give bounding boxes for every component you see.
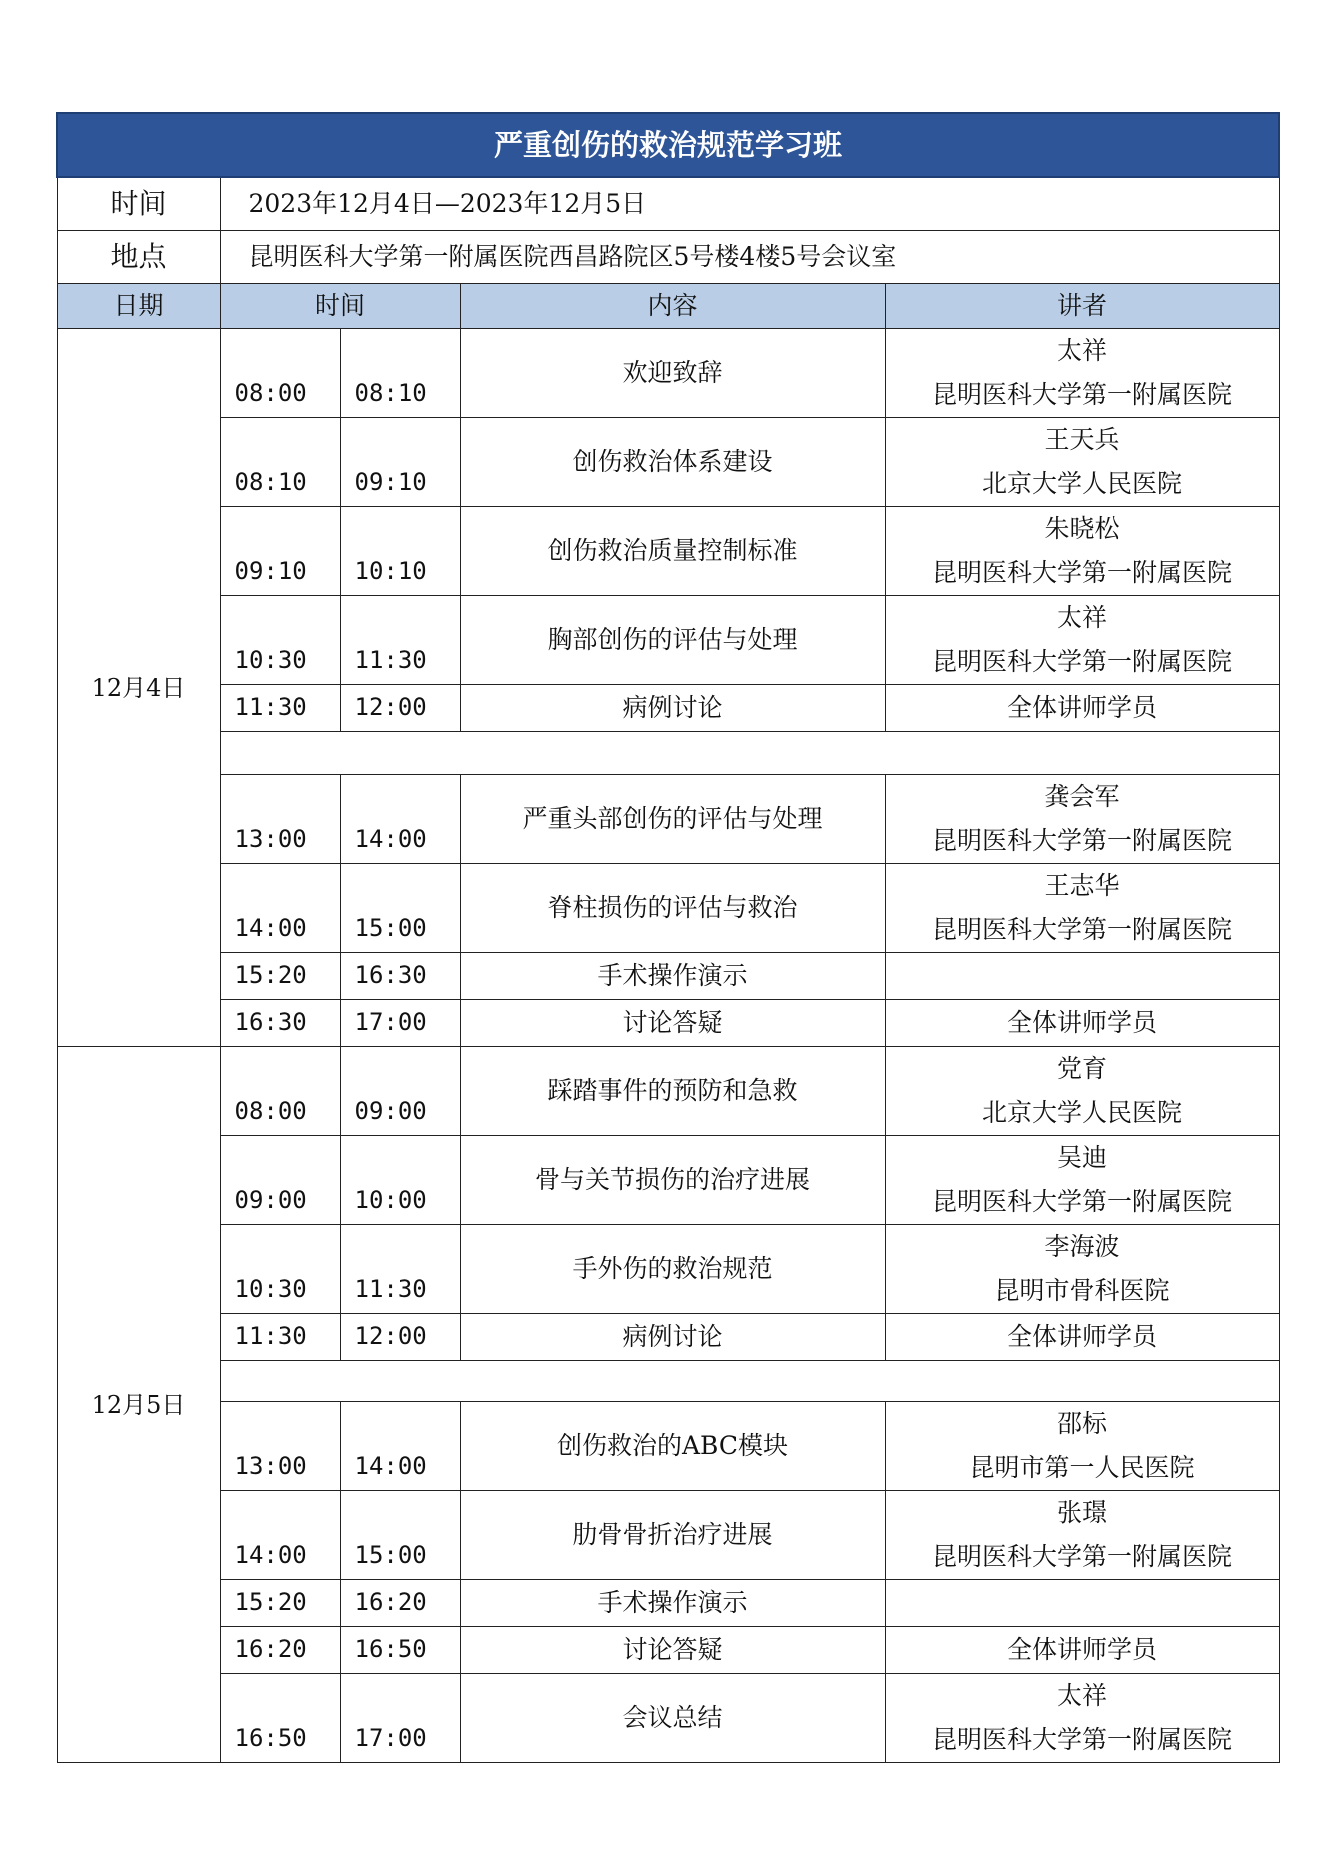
start-time: 08:10	[220, 418, 340, 507]
header-content: 内容	[460, 284, 885, 329]
speaker-cell	[885, 1580, 1279, 1627]
schedule-row	[57, 418, 1279, 507]
schedule-row	[57, 329, 1279, 418]
start-time: 08:00	[220, 1047, 340, 1136]
speaker-cell	[885, 1402, 1279, 1491]
speaker-name: 吴迪	[1057, 1143, 1108, 1172]
place-value: 昆明医科大学第一附属医院西昌路院区5号楼4楼5号会议室	[220, 231, 1279, 284]
speaker-organization: 昆明医科大学第一附属医院	[932, 380, 1233, 409]
speaker-name: 太祥	[1057, 336, 1108, 365]
speaker-name: 朱晓松	[1044, 514, 1120, 543]
day-date-cell: 12月4日	[57, 329, 220, 1047]
end-time: 16:30	[340, 953, 460, 1000]
end-time: 08:10	[340, 329, 460, 418]
speaker-name: 李海波	[1044, 1232, 1120, 1261]
start-time: 11:30	[220, 685, 340, 732]
start-time: 16:30	[220, 1000, 340, 1047]
session-content: 讨论答疑	[460, 1000, 885, 1047]
day-date-cell: 12月5日	[57, 1047, 220, 1763]
end-time: 15:00	[340, 1491, 460, 1580]
schedule-row	[57, 953, 1279, 1000]
session-content: 手术操作演示	[460, 1580, 885, 1627]
speaker-organization: 昆明医科大学第一附属医院	[932, 647, 1233, 676]
speaker-name: 王天兵	[1044, 425, 1120, 454]
speaker-cell	[885, 864, 1279, 953]
schedule-row	[57, 1580, 1279, 1627]
session-content: 手外伤的救治规范	[460, 1225, 885, 1314]
speaker-cell	[885, 596, 1279, 685]
start-time: 13:00	[220, 1402, 340, 1491]
start-time: 15:20	[220, 953, 340, 1000]
speaker-organization: 昆明市第一人民医院	[969, 1453, 1195, 1482]
speaker-cell	[885, 1314, 1279, 1361]
end-time: 12:00	[340, 685, 460, 732]
start-time: 11:30	[220, 1314, 340, 1361]
end-time: 12:00	[340, 1314, 460, 1361]
schedule-row	[57, 1674, 1279, 1763]
start-time: 14:00	[220, 864, 340, 953]
speaker-name: 全体讲师学员	[1007, 1322, 1158, 1351]
start-time: 10:30	[220, 596, 340, 685]
schedule-row	[57, 596, 1279, 685]
schedule-row	[57, 1136, 1279, 1225]
schedule-row	[57, 775, 1279, 864]
column-header-row	[57, 284, 1279, 329]
schedule-row	[57, 1627, 1279, 1674]
start-time: 14:00	[220, 1491, 340, 1580]
session-content: 踩踏事件的预防和急救	[460, 1047, 885, 1136]
speaker-cell	[885, 418, 1279, 507]
session-content: 创伤救治体系建设	[460, 418, 885, 507]
speaker-organization: 北京大学人民医院	[982, 469, 1183, 498]
end-time: 09:00	[340, 1047, 460, 1136]
speaker-organization: 昆明医科大学第一附属医院	[932, 915, 1233, 944]
speaker-cell	[885, 1674, 1279, 1763]
session-content: 欢迎致辞	[460, 329, 885, 418]
start-time: 10:30	[220, 1225, 340, 1314]
header-date: 日期	[57, 284, 220, 329]
time-label: 时间	[57, 177, 220, 231]
session-content: 病例讨论	[460, 685, 885, 732]
speaker-cell	[885, 1491, 1279, 1580]
end-time: 17:00	[340, 1000, 460, 1047]
break-row	[57, 732, 1279, 775]
lunch-break-cell	[220, 1361, 1279, 1402]
session-content: 病例讨论	[460, 1314, 885, 1361]
end-time: 17:00	[340, 1674, 460, 1763]
speaker-organization: 昆明市骨科医院	[994, 1276, 1170, 1305]
speaker-cell	[885, 507, 1279, 596]
end-time: 10:00	[340, 1136, 460, 1225]
end-time: 14:00	[340, 1402, 460, 1491]
session-content: 创伤救治质量控制标准	[460, 507, 885, 596]
speaker-organization: 昆明医科大学第一附属医院	[932, 558, 1233, 587]
start-time: 13:00	[220, 775, 340, 864]
end-time: 11:30	[340, 1225, 460, 1314]
header-time: 时间	[220, 284, 460, 329]
start-time: 09:00	[220, 1136, 340, 1225]
end-time: 16:20	[340, 1580, 460, 1627]
page-title: 严重创伤的救治规范学习班	[57, 113, 1279, 177]
schedule-row	[57, 1047, 1279, 1136]
schedule-row	[57, 1000, 1279, 1047]
place-label: 地点	[57, 231, 220, 284]
time-value: 2023年12月4日—2023年12月5日	[220, 177, 1279, 231]
session-content: 骨与关节损伤的治疗进展	[460, 1136, 885, 1225]
session-content: 脊柱损伤的评估与救治	[460, 864, 885, 953]
speaker-cell	[885, 775, 1279, 864]
speaker-organization: 昆明医科大学第一附属医院	[932, 826, 1233, 855]
start-time: 08:00	[220, 329, 340, 418]
session-content: 会议总结	[460, 1674, 885, 1763]
end-time: 14:00	[340, 775, 460, 864]
speaker-name: 龚会军	[1044, 782, 1120, 811]
speaker-cell	[885, 1136, 1279, 1225]
end-time: 09:10	[340, 418, 460, 507]
schedule-row	[57, 507, 1279, 596]
end-time: 16:50	[340, 1627, 460, 1674]
speaker-cell	[885, 1225, 1279, 1314]
session-content: 手术操作演示	[460, 953, 885, 1000]
speaker-organization: 昆明医科大学第一附属医院	[932, 1542, 1233, 1571]
start-time: 09:10	[220, 507, 340, 596]
speaker-organization: 昆明医科大学第一附属医院	[932, 1187, 1233, 1216]
schedule-row	[57, 864, 1279, 953]
start-time: 15:20	[220, 1580, 340, 1627]
schedule-row	[57, 685, 1279, 732]
speaker-name: 党育	[1057, 1054, 1108, 1083]
speaker-cell	[885, 953, 1279, 1000]
session-content: 严重头部创伤的评估与处理	[460, 775, 885, 864]
start-time: 16:20	[220, 1627, 340, 1674]
speaker-name: 太祥	[1057, 1681, 1108, 1710]
speaker-cell	[885, 329, 1279, 418]
session-content: 创伤救治的ABC模块	[460, 1402, 885, 1491]
speaker-name: 全体讲师学员	[1007, 693, 1158, 722]
speaker-name: 邵标	[1057, 1409, 1108, 1438]
lunch-break-cell	[220, 732, 1279, 775]
speaker-organization: 昆明医科大学第一附属医院	[932, 1725, 1233, 1754]
schedule-row	[57, 1225, 1279, 1314]
end-time: 15:00	[340, 864, 460, 953]
schedule-row	[57, 1491, 1279, 1580]
speaker-name: 全体讲师学员	[1007, 1008, 1158, 1037]
start-time: 16:50	[220, 1674, 340, 1763]
speaker-cell	[885, 1000, 1279, 1047]
break-row	[57, 1361, 1279, 1402]
speaker-name: 全体讲师学员	[1007, 1635, 1158, 1664]
session-content: 胸部创伤的评估与处理	[460, 596, 885, 685]
session-content: 讨论答疑	[460, 1627, 885, 1674]
session-content: 肋骨骨折治疗进展	[460, 1491, 885, 1580]
speaker-name: 太祥	[1057, 603, 1108, 632]
end-time: 10:10	[340, 507, 460, 596]
header-speaker: 讲者	[885, 284, 1279, 329]
speaker-cell	[885, 1047, 1279, 1136]
schedule-row	[57, 1314, 1279, 1361]
speaker-organization: 北京大学人民医院	[982, 1098, 1183, 1127]
schedule-table	[56, 112, 1280, 1763]
speaker-name: 张璟	[1057, 1498, 1108, 1527]
schedule-row	[57, 1402, 1279, 1491]
speaker-cell	[885, 685, 1279, 732]
speaker-cell	[885, 1627, 1279, 1674]
end-time: 11:30	[340, 596, 460, 685]
speaker-name: 王志华	[1044, 871, 1120, 900]
